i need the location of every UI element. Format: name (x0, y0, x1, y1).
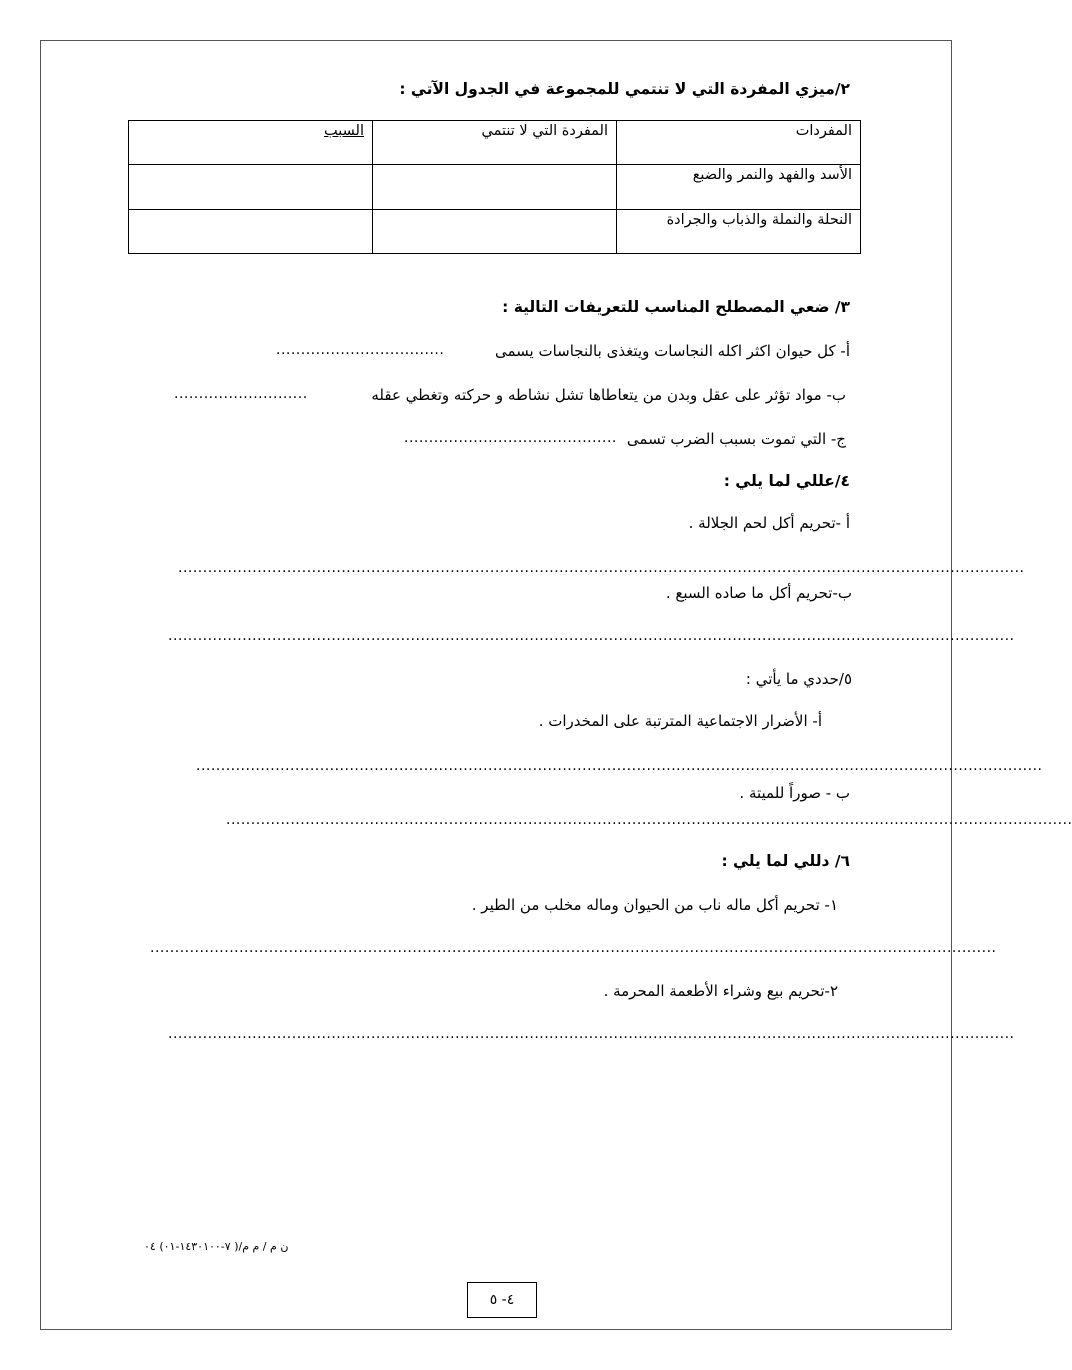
q3-item-c: ج- التي تموت بسبب الضرب تسمى (626, 430, 846, 448)
q3-title: ٣/ ضعي المصطلح المناسب للتعريفات التالية : (502, 298, 850, 316)
answer-cell[interactable] (129, 209, 373, 253)
q3-blank-a[interactable]: .................................. (276, 342, 445, 358)
q3-blank-c[interactable]: ........................................... (404, 430, 617, 446)
page-number: ٤- ٥ (467, 1282, 537, 1318)
q3-item-b: ب- مواد تؤثر على عقل وبدن من يتعاطاها تشل نشاطه و حركته وتغطي عقله (371, 386, 846, 404)
answer-cell[interactable] (373, 165, 617, 209)
answer-cell[interactable] (373, 209, 617, 253)
table-header-row (129, 121, 861, 165)
q5-title: ٥/حددي ما يأتي : (745, 670, 852, 688)
q6-item-1: ١- تحريم أكل ماله ناب من الحيوان وماله مخلب من الطير . (471, 896, 838, 914)
q2-table (128, 120, 861, 254)
q6-answer-line-2[interactable]: ........................................................................................................................................................................... (168, 1026, 1015, 1042)
header-cell-words: المفردات (617, 121, 861, 165)
table-row (129, 165, 861, 209)
table-row (129, 209, 861, 253)
q3-item-a: أ- كل حيوان اكثر اكله النجاسات ويتغذى بالنجاسات يسمى (494, 342, 850, 360)
header-reason-label: السبب (324, 123, 364, 139)
row-words-cell: النحلة والنملة والذباب والجرادة (617, 209, 861, 253)
q5-item-a: أ- الأضرار الاجتماعية المترتبة على المخدرات . (538, 712, 822, 730)
q4-answer-line-b[interactable]: ........................................................................................................................................................................... (168, 628, 1015, 644)
q6-title: ٦/ دللي لما يلي : (721, 852, 850, 870)
q5-answer-line-a[interactable]: ........................................................................................................................................................................... (196, 758, 1043, 774)
q3-blank-b[interactable]: ........................... (174, 386, 308, 402)
document-code: ن م / م م/( ٧-١٤٣٠١٠٠-٠١) ٠٤ (144, 1240, 289, 1253)
q5-item-b: ب - صوراً للميتة . (739, 784, 850, 802)
q4-answer-line-a[interactable]: ........................................................................................................................................................................... (178, 560, 1025, 576)
q5-answer-line-b[interactable]: ........................................................................................................................................................................... (226, 812, 1072, 828)
q6-item-2: ٢-تحريم بيع وشراء الأطعمة المحرمة . (603, 982, 838, 1000)
q4-title: ٤/عللي لما يلي : (723, 472, 850, 490)
q2-title: ٢/ميزي المفردة التي لا تنتمي للمجموعة في الجدول الآتي : (399, 80, 850, 98)
q6-answer-line-1[interactable]: ........................................................................................................................................................................... (150, 940, 997, 956)
q4-item-a: أ -تحريم أكل لحم الجلالة . (688, 514, 850, 532)
q4-item-b: ب-تحريم أكل ما صاده السبع . (665, 584, 852, 602)
header-cell-odd-word: المفردة التي لا تنتمي (373, 121, 617, 165)
header-cell-reason (129, 121, 373, 165)
answer-cell[interactable] (129, 165, 373, 209)
row-words-cell: الأسد والفهد والنمر والضبع (617, 165, 861, 209)
